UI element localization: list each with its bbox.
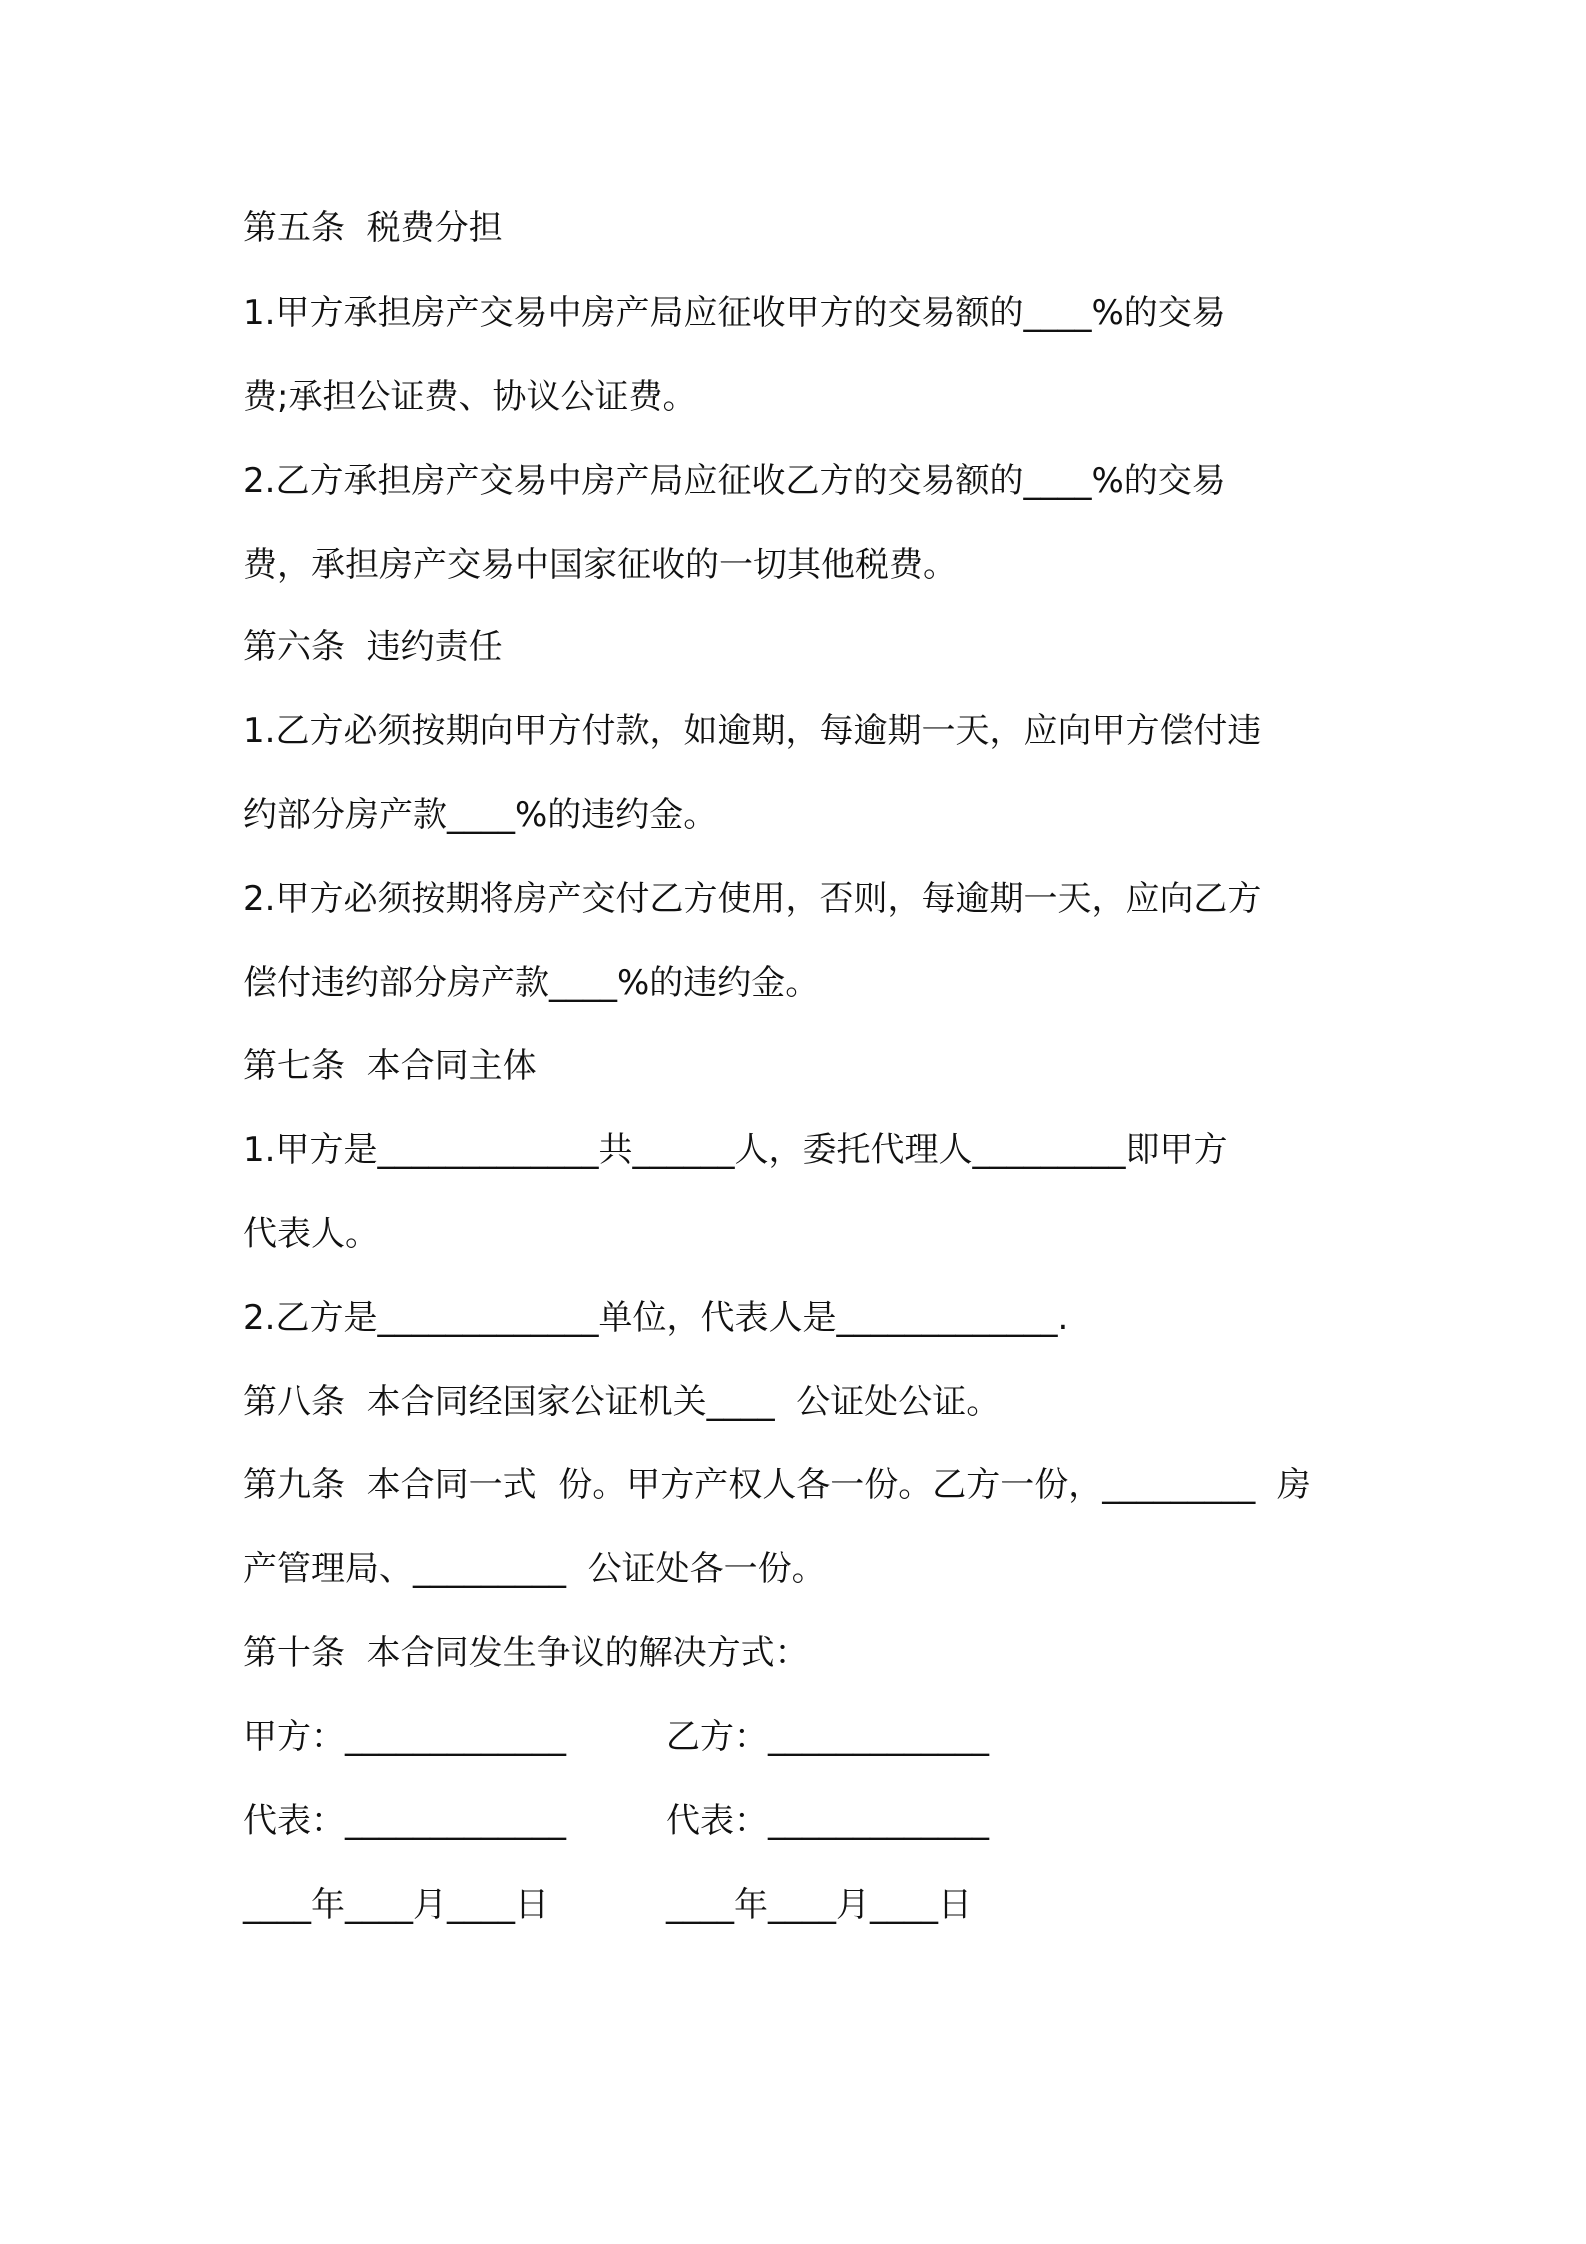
article-7-clause-1-line-2: 代表人。 (243, 1214, 379, 1254)
article-6-clause-2-line-2: 偿付违约部分房产款____%的违约金。 (243, 963, 820, 1003)
party-b-date-line: ____年____月____日 (666, 1885, 972, 1925)
article-7-heading: 第七条 本合同主体 (243, 1046, 537, 1086)
article-6-clause-1-line-1: 1.乙方必须按期向甲方付款，如逾期，每逾期一天，应向甲方偿付违 (243, 711, 1262, 751)
article-8: 第八条 本合同经国家公证机关____ 公证处公证。 (243, 1382, 1001, 1422)
article-5-clause-2-line-2: 费，承担房产交易中国家征收的一切其他税费。 (243, 545, 957, 585)
article-5-clause-1-line-2: 费;承担公证费、协议公证费。 (243, 377, 697, 417)
party-a-signature-line: 甲方：_____________ (243, 1717, 566, 1757)
article-5-clause-1-line-1: 1.甲方承担房产交易中房产局应征收甲方的交易额的____%的交易 (243, 293, 1226, 333)
party-a-date-line: ____年____月____日 (243, 1885, 549, 1925)
article-5-heading: 第五条 税费分担 (243, 208, 503, 248)
article-7-clause-2: 2.乙方是_____________单位，代表人是_____________. (243, 1298, 1069, 1338)
party-a-representative-line: 代表：_____________ (243, 1801, 566, 1841)
article-5-clause-2-line-1: 2.乙方承担房产交易中房产局应征收乙方的交易额的____%的交易 (243, 461, 1226, 501)
article-9-line-2: 产管理局、_________ 公证处各一份。 (243, 1549, 826, 1589)
article-6-clause-2-line-1: 2.甲方必须按期将房产交付乙方使用，否则，每逾期一天，应向乙方 (243, 879, 1262, 919)
article-10: 第十条 本合同发生争议的解决方式： (243, 1633, 809, 1673)
article-7-clause-1-line-1: 1.甲方是_____________共______人，委托代理人_________即甲方 (243, 1130, 1228, 1170)
party-b-representative-line: 代表：_____________ (666, 1801, 989, 1841)
article-6-clause-1-line-2: 约部分房产款____%的违约金。 (243, 795, 718, 835)
article-9-line-1: 第九条 本合同一式 份。甲方产权人各一份。乙方一份，_________ 房 (243, 1465, 1311, 1505)
party-b-signature-line: 乙方：_____________ (666, 1717, 989, 1757)
article-6-heading: 第六条 违约责任 (243, 627, 503, 667)
